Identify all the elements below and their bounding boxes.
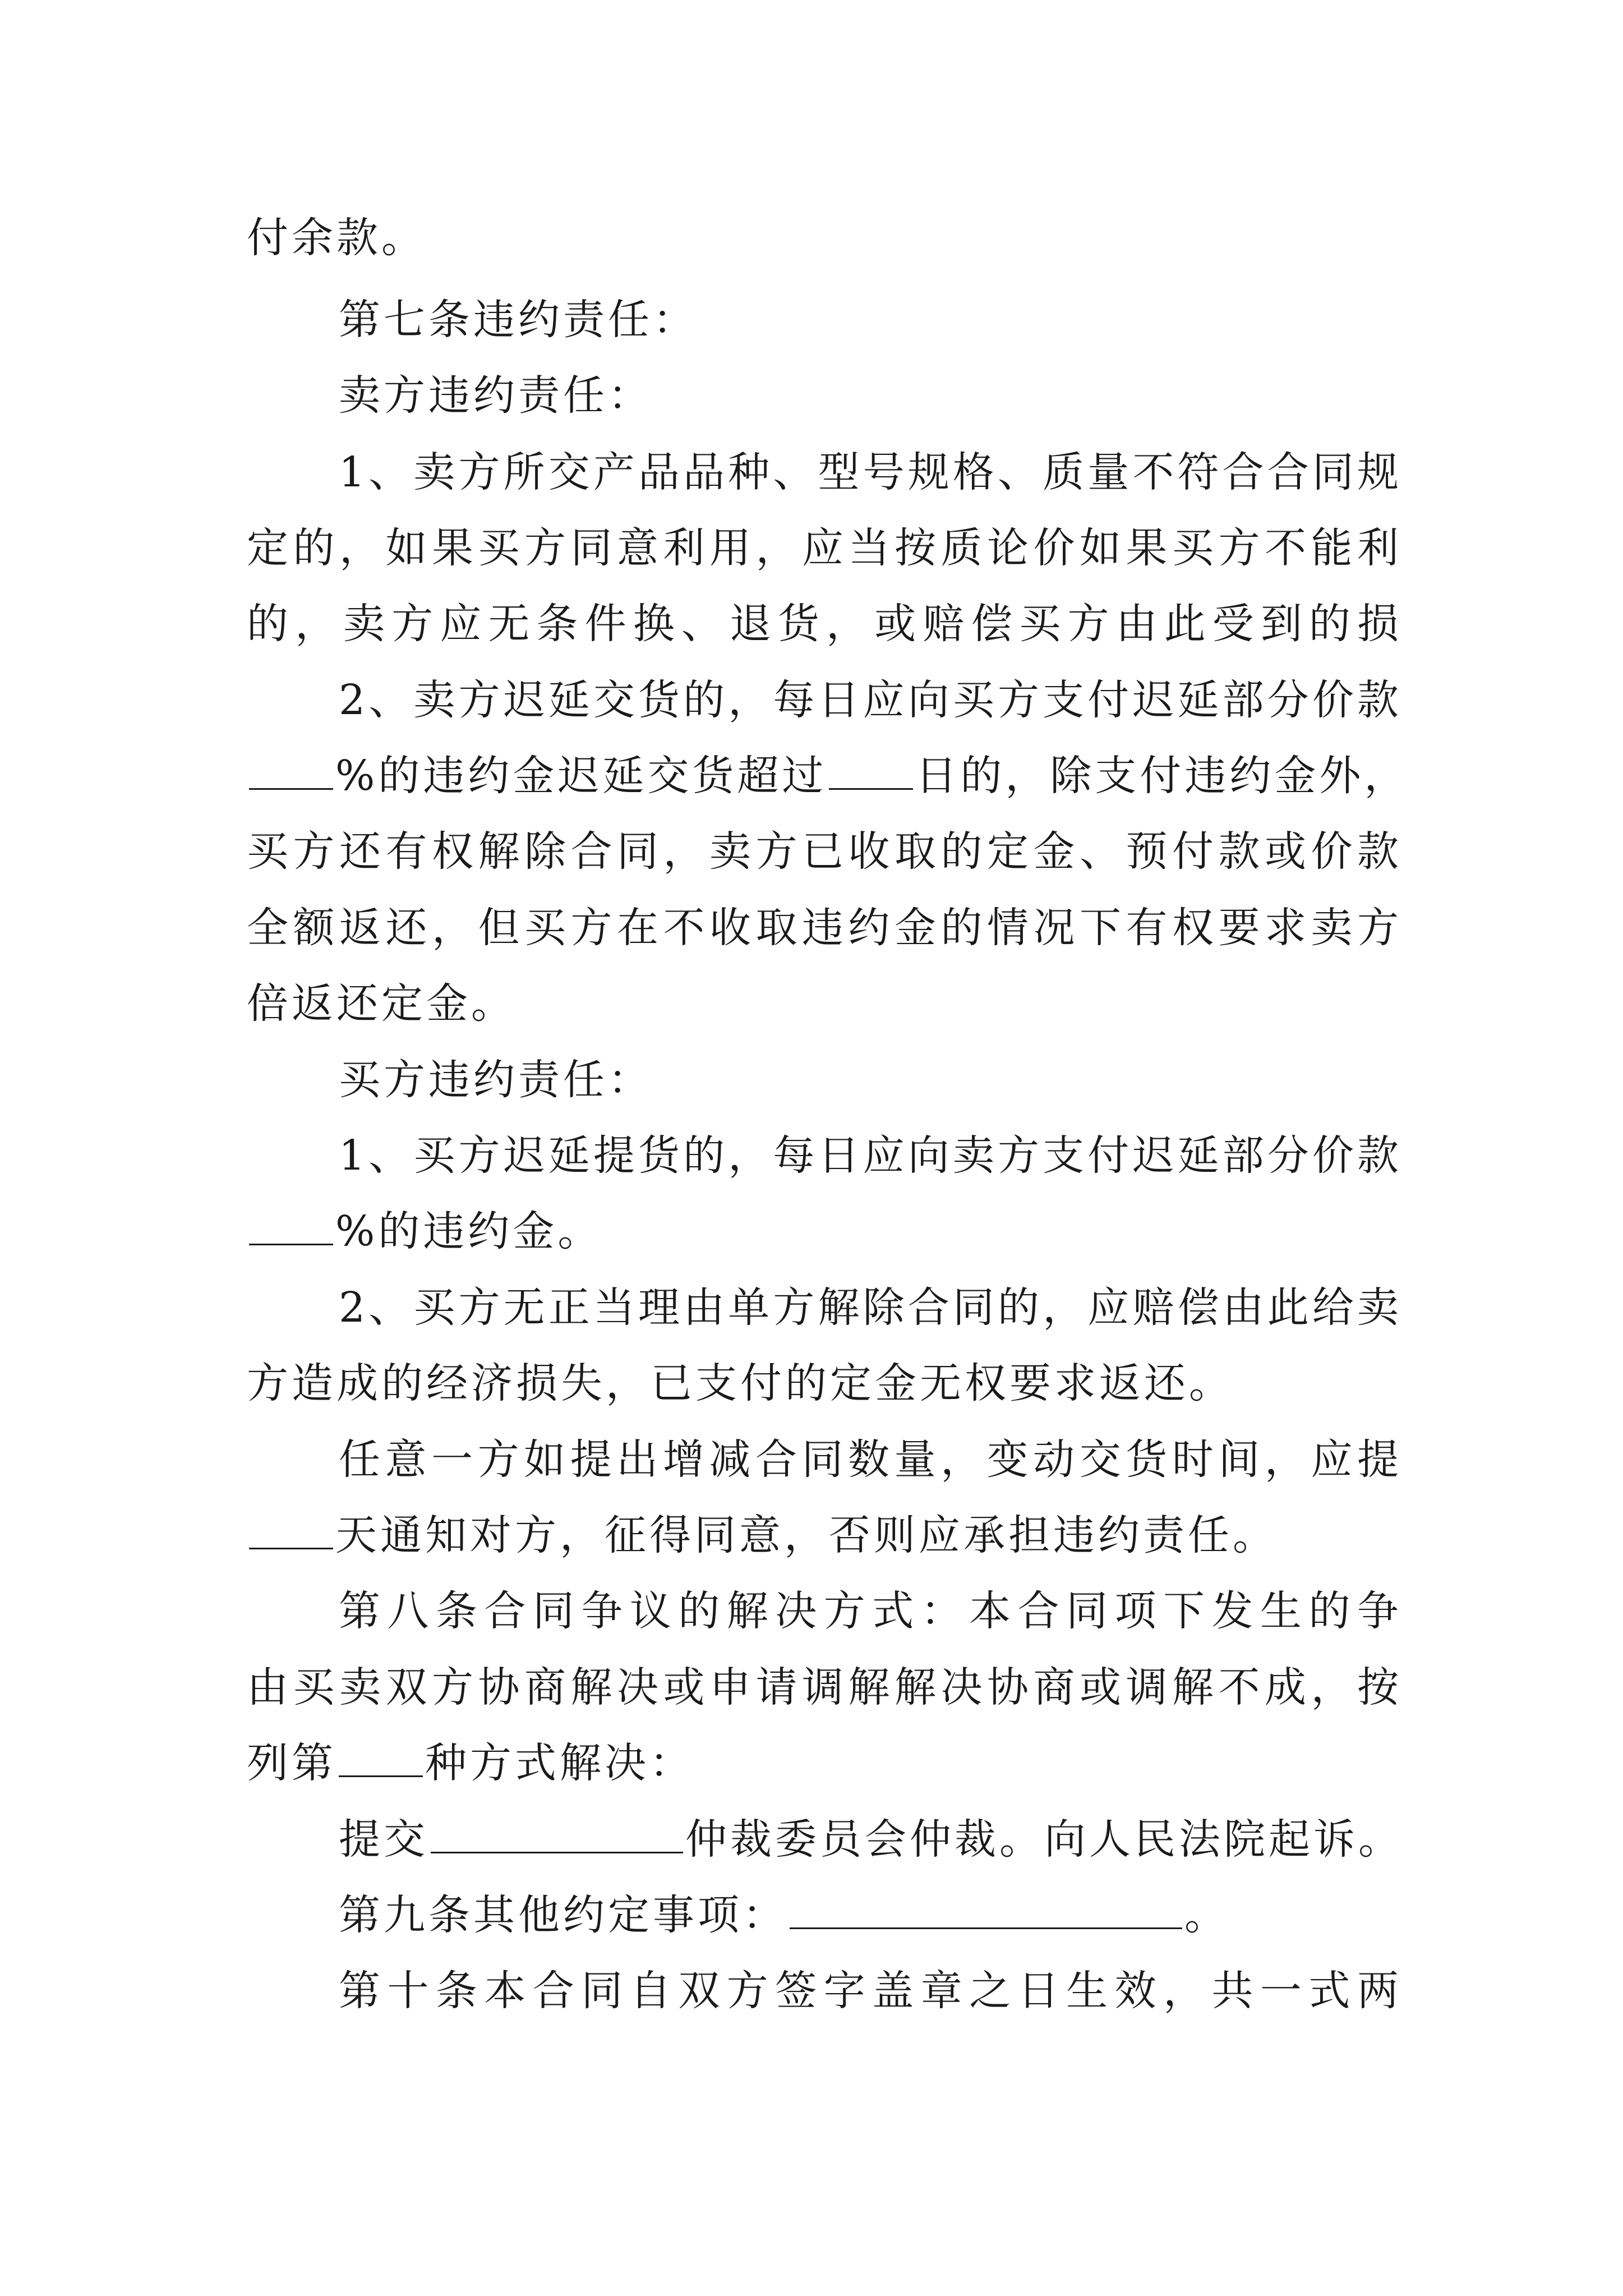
text-segment: 第九条其他约定事项： xyxy=(339,1891,787,1939)
text-line xyxy=(247,748,1409,804)
blank-field xyxy=(829,752,913,790)
seller-liability-heading: 卖方违约责任： xyxy=(339,371,653,420)
text-line xyxy=(247,1203,1402,1259)
text-line: 的，卖方应无条件换、退货，或赔偿买方由此受到的损 xyxy=(247,600,1402,648)
text-line: 方造成的经济损失，已支付的定金无权要求返还。 xyxy=(247,1359,1234,1407)
blank-field xyxy=(339,1740,423,1777)
text-line xyxy=(247,1735,1402,1791)
text-line: 买方还有权解除合同，卖方已收取的定金、预付款或价款 xyxy=(247,827,1402,876)
text-line xyxy=(247,1507,1402,1563)
text-segment: 提交 xyxy=(339,1815,428,1864)
text-line: 2、卖方迟延交货的，每日应向买方支付迟延部分价款 xyxy=(339,676,1402,724)
text-segment: %的违约金迟延交货超过 xyxy=(335,752,827,800)
article-8-line: 第八条合同争议的解决方式：本合同项下发生的争 xyxy=(339,1587,1402,1635)
text-segment: 种方式解决： xyxy=(425,1739,694,1787)
blank-field xyxy=(249,1208,333,1245)
article-7-heading: 第七条违约责任： xyxy=(339,296,698,344)
text-line: 倍返还定金。 xyxy=(247,979,516,1028)
text-line: 1、买方迟延提货的，每日应向卖方支付迟延部分价款 xyxy=(339,1131,1402,1180)
blank-field xyxy=(431,1816,683,1853)
text-segment: %的违约金。 xyxy=(335,1207,603,1255)
text-line: 定的，如果买方同意利用，应当按质论价如果买方不能利 xyxy=(247,524,1402,572)
article-9-line xyxy=(339,1887,1494,1943)
blank-field xyxy=(249,1512,333,1549)
text-segment: 天通知对方，征得同意，否则应承担违约责任。 xyxy=(335,1511,1278,1559)
text-line: 1、卖方所交产品品种、型号规格、质量不符合合同规 xyxy=(339,448,1402,496)
blank-field xyxy=(790,1892,1182,1929)
text-segment: 。 xyxy=(1184,1891,1229,1939)
text-segment: 仲裁委员会仲裁。向人民法院起诉。 xyxy=(685,1815,1403,1864)
article-10-line: 第十条本合同自双方签字盖章之日生效，共一式两 xyxy=(339,1967,1402,2015)
text-segment: 日的，除支付违约金外， xyxy=(915,752,1409,800)
text-line: 全额返还，但买方在不收取违约金的情况下有权要求卖方 xyxy=(247,904,1402,952)
text-line xyxy=(339,1811,1494,1867)
blank-field xyxy=(249,752,333,790)
buyer-liability-heading: 买方违约责任： xyxy=(339,1056,653,1104)
text-line: 由买卖双方协商解决或申请调解解决协商或调解不成，按 xyxy=(247,1663,1402,1711)
text-line: 2、买方无正当理由单方解除合同的，应赔偿由此给卖 xyxy=(339,1283,1402,1332)
text-line: 付余款。 xyxy=(247,214,426,262)
text-segment: 列第 xyxy=(247,1739,336,1787)
text-line: 任意一方如提出增减合同数量，变动交货时间，应提 xyxy=(339,1435,1402,1484)
